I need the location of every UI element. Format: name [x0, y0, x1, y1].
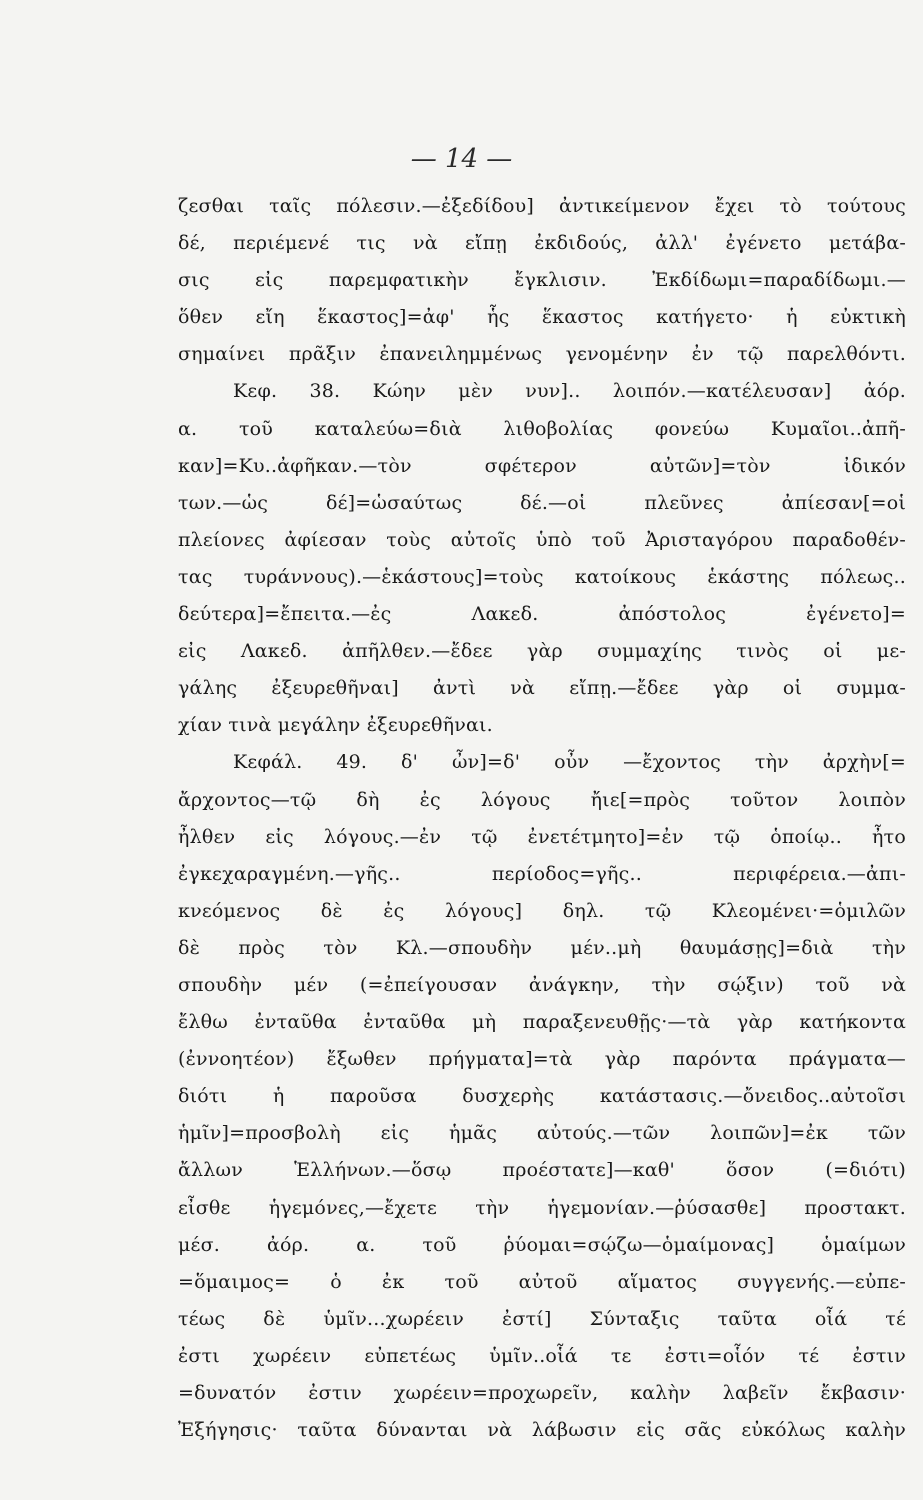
page-number: — 14 — — [410, 144, 513, 174]
text-line: α. τοῦ καταλεύω=διὰ λιθοβολίας φονεύω Κυμαῖοι..ἀπῆ- — [178, 417, 906, 440]
text-line: Κεφάλ. 49. δ' ὦν]=δ' οὖν —ἔχοντος τὴν ἀρχὴν[= — [233, 751, 906, 774]
text-line: δέ, περιέμενέ τις νὰ εἴπῃ ἐκδιδούς, ἀλλ' ἐγένετο μετάβα- — [178, 232, 906, 255]
text-line: σημαίνει πρᾶξιν ἐπανειλημμένως γενομένην ἐν τῷ παρελθόντι. — [178, 343, 906, 366]
text-line: δεύτερα]=ἔπειτα.—ἐς Λακεδ. ἀπόστολος ἐγένετο]= — [178, 603, 906, 626]
text-line: σπουδὴν μέν (=ἐπείγουσαν ἀνάγκην, τὴν σῴξιν) τοῦ νὰ — [178, 973, 906, 996]
text-line: τας τυράννους).—ἑκάστους]=τοὺς κατοίκους ἑκάστης πόλεως.. — [178, 565, 906, 588]
text-line: ἔλθω ἐνταῦθα ἐνταῦθα μὴ παραξενευθῇς·—τὰ γὰρ κατήκοντα — [178, 1011, 906, 1034]
text-line: (ἐννοητέον) ἔξωθεν πρήγματα]=τὰ γὰρ παρόντα πράγματα— — [178, 1048, 906, 1071]
text-line: σις εἰς παρεμφατικὴν ἔγκλισιν. Ἐκδίδωμι=παραδίδωμι.— — [178, 269, 906, 292]
text-line: ὅθεν εἴη ἕκαστος]=ἀφ' ἧς ἕκαστος κατήγετο· ἡ εὐκτικὴ — [178, 306, 906, 329]
text-line: =δυνατόν ἐστιν χωρέειν=προχωρεῖν, καλὴν λαβεῖν ἔκβασιν· — [178, 1382, 906, 1404]
text-line: χίαν τινὰ μεγάλην ἐξευρεθῆναι. — [178, 714, 493, 737]
text-line: ἄλλων Ἑλλήνων.—ὅσῳ προέστατε]—καθ' ὅσον (=διότι) — [178, 1159, 906, 1182]
text-line: διότι ἡ παροῦσα δυσχερὴς κατάστασις.—ὄνειδος..αὐτοῖσι — [178, 1085, 906, 1108]
text-line: καν]=Κυ..ἀφῆκαν.—τὸν σφέτερον αὐτῶν]=τὸν ἰδικόν — [178, 454, 906, 477]
text-line: πλείονες ἀφίεσαν τοὺς αὐτοῖς ὑπὸ τοῦ Ἀρισταγόρου παραδοθέν- — [178, 528, 906, 551]
text-line: =ὅμαιμος= ὁ ἐκ τοῦ αὐτοῦ αἵματος συγγενής.—εὐπε- — [178, 1270, 906, 1293]
commentary-text — [178, 188, 906, 1449]
text-line: ἦλθεν εἰς λόγους.—ἐν τῷ ἐνετέτμητο]=ἐν τῷ ὁποίῳ.. ἦτο — [178, 825, 906, 848]
text-line: ἄρχοντος—τῷ δὴ ἐς λόγους ἤιε[=πρὸς τοῦτον λοιπὸν — [178, 788, 906, 811]
text-line: ἐγκεχαραγμένη.—γῆς.. περίοδος=γῆς.. περιφέρεια.—ἀπι- — [178, 862, 906, 885]
text-line: ζεσθαι ταῖς πόλεσιν.—ἐξεδίδου] ἀντικείμενον ἔχει τὸ τούτους — [178, 195, 906, 217]
text-line: δὲ πρὸς τὸν Κλ.—σπουδὴν μέν..μὴ θαυμάσῃς]=διὰ τὴν — [178, 936, 906, 959]
text-line: των.—ὡς δέ]=ὡσαύτως δέ.—οἱ πλεῦνες ἀπίεσαν[=οἱ — [178, 491, 906, 514]
text-line: μέσ. ἀόρ. α. τοῦ ῥύομαι=σῴζω—ὁμαίμονας] ὁμαίμων — [178, 1233, 906, 1256]
text-line: Ἐξήγησις· ταῦτα δύνανται νὰ λάβωσιν εἰς σᾶς εὐκόλως καλὴν — [178, 1419, 906, 1442]
text-line: γάλης ἐξευρεθῆναι] ἀντὶ νὰ εἴπῃ.—ἔδεε γὰρ οἱ συμμα- — [178, 677, 906, 700]
text-line: εἶσθε ἡγεμόνες,—ἔχετε τὴν ἡγεμονίαν.—ῥύσασθε] προστακτ. — [178, 1196, 906, 1219]
text-line: κνεόμενος δὲ ἐς λόγους] δηλ. τῷ Κλεομένει·=ὁμιλῶν — [178, 899, 906, 922]
text-line: Κεφ. 38. Κώην μὲν νυν].. λοιπόν.—κατέλευσαν] ἀόρ. — [233, 380, 906, 403]
text-line: τέως δὲ ὑμῖν...χωρέειν ἐστί] Σύνταξις ταῦτα οἷά τέ — [178, 1307, 906, 1330]
text-line: ἐστι χωρέειν εὐπετέως ὑμῖν..οἷά τε ἐστι=οἷόν τέ ἐστιν — [178, 1344, 906, 1367]
text-line: εἰς Λακεδ. ἀπῆλθεν.—ἔδεε γὰρ συμμαχίης τινὸς οἱ με- — [178, 640, 906, 663]
text-line: ἡμῖν]=προσβολὴ εἰς ἡμᾶς αὐτούς.—τῶν λοιπῶν]=ἐκ τῶν — [178, 1122, 906, 1145]
